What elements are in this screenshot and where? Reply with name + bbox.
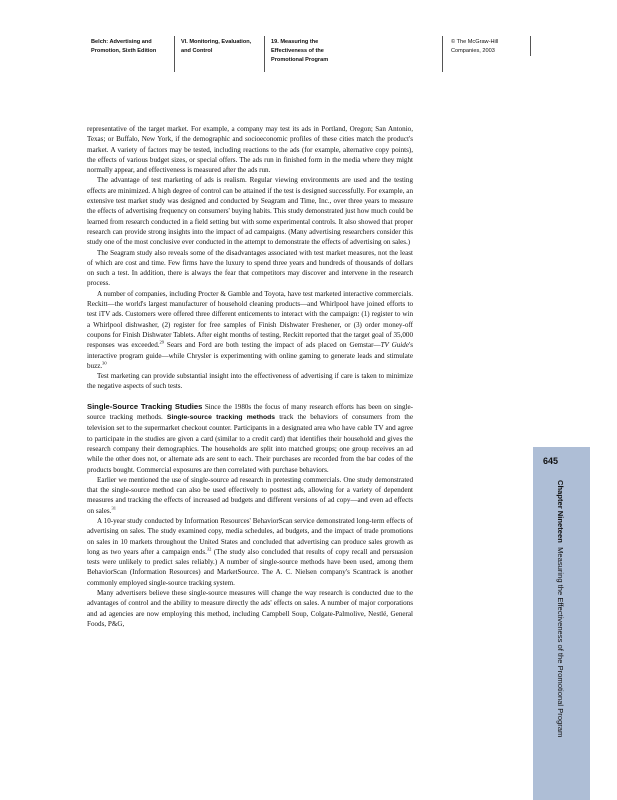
paragraph-text: A 10-year study conducted by Information Resources' BehaviorScan service demonstrated long-term effects of advertising on sales. The study examined copy, media schedules, ad budgets, and the impact of trade promotions on sales in 10 markets throughout the United States and concluded that advertising can produce sales growth as long as two years after a campaign ends. [87,516,413,556]
header-part-line2: and Control [181,48,213,54]
paragraph [87,289,413,371]
paragraph-text: Since the 1980s the focus of many research efforts has been on single-source tracking methods. [87,402,413,422]
paragraph-text: Earlier we mentioned the use of single-source ad research in pretesting commercials. One study demonstrated that the single-source method can also be used effectively to posttest ads, allowing for a variety of dependent measures and tracking the effects of increased ad budgets and different versions of ad copy—and even ad effects on sales. [87,475,413,515]
key-term: Single-source tracking methods [166,414,276,422]
paragraph-text: (The study also concluded that results of copy recall and persuasion tests were unlikely to predict sales reliably.) A number of single-source methods have been used, among them BehaviorScan (Information Resources) and MarketSource. The A. C. Nielsen company's Scantrack is another commonly employed single-source tracking system. [87,547,413,587]
paragraph [87,516,413,588]
header-divider [530,36,531,56]
paragraph-text: Sears and Ford are both testing the impact of ads placed on Gemstar— [164,341,381,350]
paragraph [87,475,413,516]
header-part-line1: VI. Monitoring, Evaluation, [181,39,252,45]
paragraph: The advantage of test marketing of ads is realism. Regular viewing environments are used and the testing effects are minimized. A high degree of control can be attained if the test is designed successfully. For example, an extensive test market study was designed and conducted by Seagram and Time, Inc., over three years to measure the effects of advertising frequency on consumers' buying habits. This study demonstrated just how much could be learned from research conducted in a field setting but with some experimental controls. It also showed that proper research can provide strong insights into the impact of ad campaigns. (Many advertising researchers consider this study one of the most conclusive ever conducted in the attempt to demonstrate the effects of advertising on sales.) [87,176,413,247]
running-header [0,0,617,90]
running-side-title [556,480,565,737]
header-copyright [451,38,498,56]
paragraph-text: 's interactive program guide—while Chrysler is experimenting with online gaming to generate leads and stimulate buzz. [87,341,413,370]
chapter-title: Measuring the Effectiveness of the Promotional Program [556,547,565,738]
paragraph-text: track the behaviors of consumers from the television set to the supermarket checkout counter. Participants in a designated area who have cable TV and agree to participate in the studies are given a card (similar to a credit card) that identifies their household and gives the research company their demographics. The households are split into matched groups; one group receives an ad while the other does not, or alternate ads are sent to each. Their purchases are recorded from the bar codes of the products bought. Commercial exposures are then correlated with purchase behaviors. [87,413,413,474]
header-book-line2: Promotion, Sixth Edition [91,48,157,54]
header-copyright-line2: Companies, 2003 [451,48,495,54]
header-copyright-line1: © The McGraw-Hill [451,39,499,45]
footnote-ref: 29 [159,339,165,345]
header-part-title [181,38,251,56]
header-chapter-line2: Effectiveness of the [271,48,324,54]
section-heading: Single-Source Tracking Studies [87,401,203,411]
paragraph: representative of the target market. For example, a company may test its ads in Portland, Oregon; San Antonio, Texas; or Buffalo, New York, if the demographic and socioeconomic profiles of these cities match the product's market. A variety of factors may be tested, including reactions to the ads (for example, alternative copy points), the effects of various budget sizes, or special offers. The ads run in finished form in the media where they might normally appear, and effectiveness is measured after the ads run. [87,125,413,175]
footnote-ref: 30 [102,360,107,366]
header-book-title [91,38,156,56]
paragraph-text: A number of companies, including Procter & Gamble and Toyota, have test marketed interactive commercials. Reckitt—the world's largest manufacturer of household cleaning products—and Whirlpool have joined efforts to test iTV ads. Customers were offered three different enticements to interact with the campaign: (1) register to win a Whirlpool dishwasher, (2) register for free samples of Finish Dishwater Freshener, or (3) order money-off coupons for Finish Dishwater Tablets. After eight months of testing, Reckitt reported that the target goal of 35,000 responses was exceeded. [87,289,413,350]
header-divider [174,36,175,72]
header-divider [264,36,265,72]
footnote-ref: 31 [111,505,116,511]
paragraph: Test marketing can provide substantial insight into the effectiveness of advertising if care is taken to minimize the negative aspects of such tests. [87,372,413,391]
header-chapter-title [271,38,328,65]
paragraph: The Seagram study also reveals some of the disadvantages associated with test market measures, not the least of which are cost and time. Few firms have the luxury to spend three years and hundreds of thousands of dollars on such a test. In addition, there is always the fear that competitors may discover and intervene in the research process. [87,248,413,288]
body-text [87,124,413,629]
header-chapter-line3: Promotional Program [271,57,329,63]
header-chapter-line1: 19. Measuring the [271,39,319,45]
italic-title: TV Guide [380,341,409,350]
footnote-ref: 32 [206,546,212,552]
paragraph: Many advertisers believe these single-source measures will change the way research is conducted due to the advantages of control and the ability to measure directly the ads' effects on sales. A number of major corporations and ad agencies are now employing this method, including Campbell Soup, Colgate-Palmolive, Nestlé, General Foods, P&G, [87,589,413,628]
chapter-label: Chapter Nineteen [556,480,565,543]
paragraph [87,402,413,475]
side-title-container [555,480,567,770]
header-book-line1: Belch: Advertising and [91,39,152,45]
header-divider [442,36,443,72]
page-number: 645 [543,456,559,466]
